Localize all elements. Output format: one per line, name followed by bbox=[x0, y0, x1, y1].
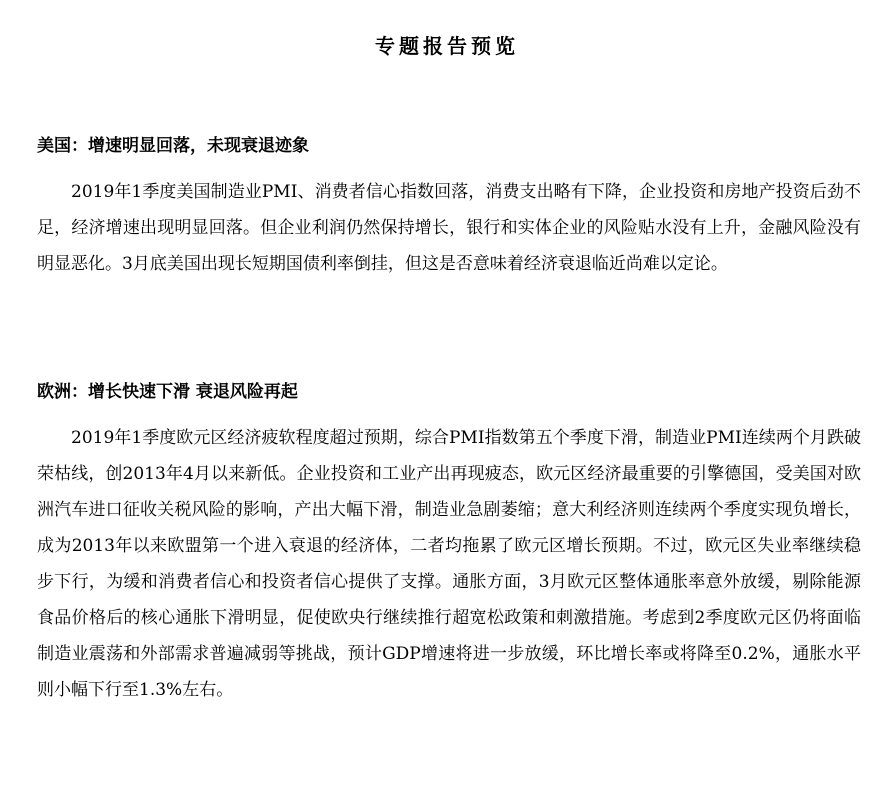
section-heading-us: 美国：增速明显回落，未现衰退迹象 bbox=[37, 136, 309, 156]
document-title: 专题报告预览 bbox=[375, 34, 519, 58]
section-paragraph-europe: 2019年1季度欧元区经济疲软程度超过预期，综合PMI指数第五个季度下滑，制造业PMI连续两个月跌破荣枯线，创2013年4月以来新低。企业投资和工业产出再现疲态，欧元区经济最重要的引擎德国，受美国对欧洲汽车进口征收关税风险的影响，产出大幅下滑，制造业急剧萎缩；意大利经济则连续两个季度实现负增长，成为2013年以来欧盟第一个进入衰退的经济体，二者均拖累了欧元区增长预期。不过，欧元区失业率继续稳步下行，为缓和消费者信心和投资者信心提供了支撑。通胀方面，3月欧元区整体通胀率意外放缓，剔除能源食品价格后的核心通胀下滑明显，促使欧央行继续推行超宽松政策和刺激措施。考虑到2季度欧元区仍将面临制造业震荡和外部需求普遍减弱等挑战，预计GDP增速将进一步放缓，环比增长率或将降至0.2%，通胀水平则小幅下行至1.3%左右。 bbox=[37, 428, 861, 700]
section-paragraph-us: 2019年1季度美国制造业PMI、消费者信心指数回落，消费支出略有下降，企业投资和房地产投资后劲不足，经济增速出现明显回落。但企业利润仍然保持增长，银行和实体企业的风险贴水没有上升，金融风险没有明显恶化。3月底美国出现长短期国债利率倒挂，但这是否意味着经济衰退临近尚难以定论。 bbox=[37, 182, 861, 274]
section-heading-europe: 欧洲：增长快速下滑 衰退风险再起 bbox=[37, 382, 298, 402]
